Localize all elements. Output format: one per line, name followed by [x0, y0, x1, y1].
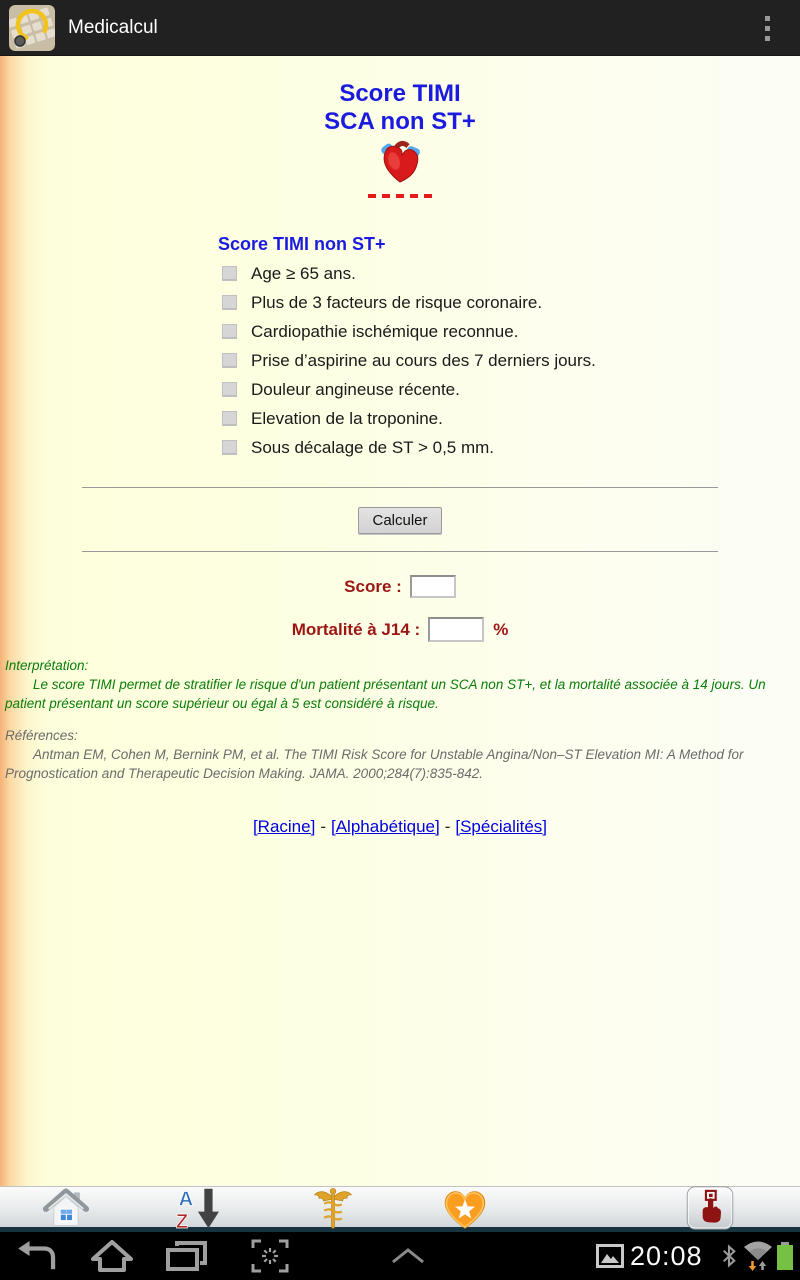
home-icon	[40, 1188, 92, 1228]
criterion-checkbox[interactable]	[222, 266, 237, 281]
favorite-heart-star-icon	[439, 1186, 491, 1230]
press-button-hand-icon	[681, 1186, 739, 1230]
criterion-label: Age ≥ 65 ans.	[251, 263, 356, 283]
criterion-row	[222, 404, 800, 433]
criterion-checkbox[interactable]	[222, 382, 237, 397]
divider	[82, 487, 718, 488]
criterion-row	[222, 346, 800, 375]
wifi-icon	[743, 1241, 773, 1271]
caduceus-icon	[310, 1186, 356, 1230]
back-button[interactable]	[14, 1232, 62, 1280]
references-body: Antman EM, Cohen M, Bernink PM, et al. The TIMI Risk Score for Unstable Angina/Non–ST Elevation MI: A Method for Prognostication and Therapeutic Decision Making. JAMA. 2000;284(7):835-842.	[5, 747, 744, 781]
heart-icon	[377, 138, 423, 184]
criterion-label: Plus de 3 facteurs de risque coronaire.	[251, 292, 543, 312]
criterion-row	[222, 433, 800, 462]
back-icon	[17, 1240, 59, 1272]
criterion-row	[222, 288, 800, 317]
home-nav-button[interactable]	[88, 1232, 136, 1280]
mortality-input[interactable]	[428, 617, 484, 642]
az-sort-icon	[171, 1186, 223, 1230]
criterion-checkbox[interactable]	[222, 295, 237, 310]
interpretation-title: Interprétation:	[5, 658, 89, 673]
criterion-label: Cardiopathie ischémique reconnue.	[251, 321, 519, 341]
criterion-checkbox[interactable]	[222, 411, 237, 426]
mortality-label: Mortalité à J14 :	[291, 619, 421, 639]
svg-text:Z: Z	[175, 1211, 189, 1230]
wifi-status	[742, 1232, 774, 1280]
section-header: Score TIMI non ST+	[218, 234, 386, 254]
red-dashed-divider	[368, 194, 432, 198]
svg-text:A: A	[178, 1188, 194, 1211]
divider	[82, 551, 718, 552]
criterion-row	[222, 259, 800, 288]
criterion-checkbox[interactable]	[222, 353, 237, 368]
quick-controls-button[interactable]	[386, 1232, 430, 1280]
screenshot-button[interactable]	[246, 1232, 294, 1280]
criterion-checkbox[interactable]	[222, 324, 237, 339]
criterion-label: Sous décalage de ST > 0,5 mm.	[251, 437, 495, 457]
page-title-line1: Score TIMI	[339, 80, 461, 107]
app-title: Medicalcul	[68, 16, 158, 38]
link-specialites[interactable]: [Spécialités]	[455, 817, 548, 836]
interactive-mode-button[interactable]	[681, 1188, 739, 1228]
bluetooth-icon	[722, 1244, 736, 1268]
criterion-row	[222, 375, 800, 404]
recents-icon	[164, 1239, 208, 1273]
favorites-button[interactable]	[436, 1188, 494, 1228]
score-label: Score :	[344, 576, 402, 596]
screenshot-icon	[251, 1238, 289, 1274]
battery-status	[772, 1232, 798, 1280]
home-nav-icon	[90, 1239, 134, 1273]
mortality-row	[0, 617, 800, 642]
link-separator: -	[444, 817, 451, 836]
score-row	[0, 575, 800, 598]
criterion-label: Elevation de la troponine.	[251, 408, 443, 428]
recents-button[interactable]	[162, 1232, 210, 1280]
criterion-label: Prise d’aspirine au cours des 7 derniers jours.	[251, 350, 596, 370]
link-racine[interactable]: [Racine]	[252, 817, 316, 836]
battery-icon	[775, 1241, 795, 1271]
link-separator: -	[320, 817, 326, 836]
criterion-row	[222, 317, 800, 346]
mortality-unit: %	[493, 619, 509, 639]
interpretation-body: Le score TIMI permet de stratifier le risque d'un patient présentant un SCA non ST+, et la mortalité associée à 14 jours. Un patient présentant un score supérieur ou égal à 5 est considéré à risque.	[5, 677, 766, 711]
home-button[interactable]	[37, 1188, 95, 1228]
image-notification-icon	[596, 1244, 624, 1268]
clock[interactable]: 20:08	[630, 1241, 703, 1271]
criterion-checkbox[interactable]	[222, 440, 237, 455]
footer-links	[0, 817, 800, 837]
bluetooth-status	[718, 1232, 740, 1280]
references-note	[5, 726, 795, 783]
specialties-button[interactable]	[304, 1188, 362, 1228]
criterion-label: Douleur angineuse récente.	[251, 379, 460, 399]
alphabetical-list-button[interactable]	[168, 1188, 226, 1228]
app-logo-icon	[9, 5, 55, 51]
page-title-line2: SCA non ST+	[324, 108, 476, 135]
calculator-page	[0, 56, 800, 1186]
references-title: Références:	[5, 728, 78, 743]
bottom-toolbar	[0, 1186, 800, 1232]
system-navigation-bar	[0, 1232, 800, 1280]
chevron-up-icon	[390, 1247, 426, 1265]
score-input[interactable]	[410, 575, 456, 598]
calculate-button[interactable]: Calculer	[358, 507, 441, 534]
interpretation-note	[5, 656, 795, 713]
action-bar	[0, 0, 800, 56]
screenshot-notification[interactable]	[594, 1232, 626, 1280]
link-alphabetique[interactable]: [Alphabétique]	[331, 817, 440, 836]
overflow-menu-icon[interactable]	[752, 0, 782, 56]
